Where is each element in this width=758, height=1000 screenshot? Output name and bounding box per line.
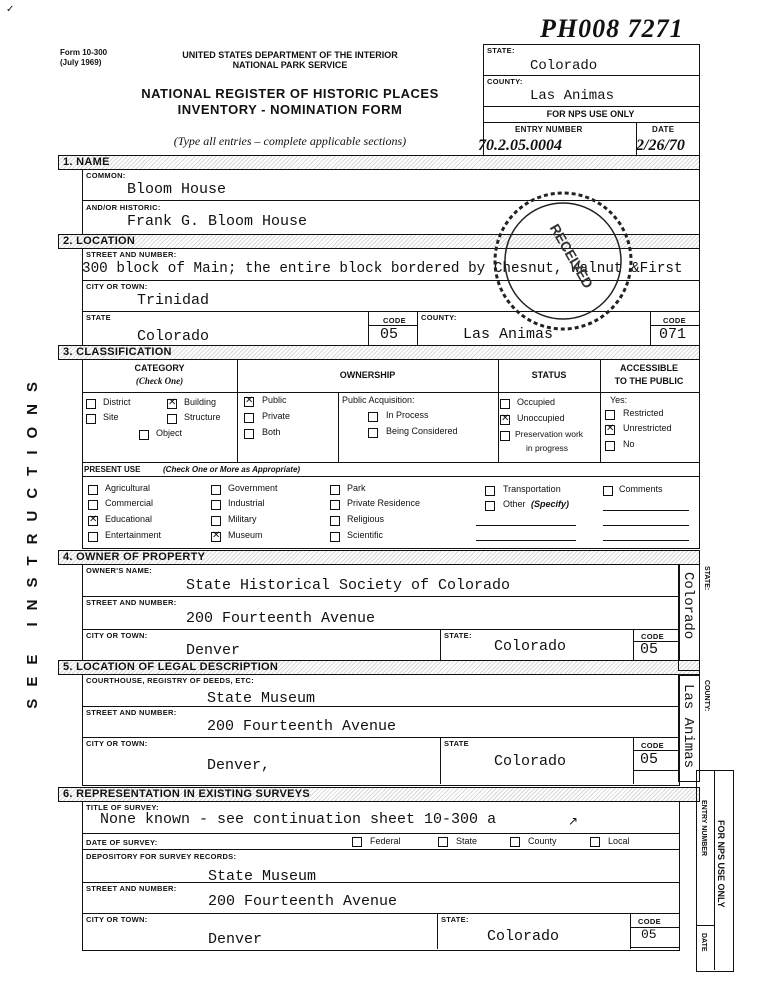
local-survey-checkbox[interactable] (590, 837, 600, 847)
owner-code-label: CODE (641, 632, 664, 641)
park-label: Park (347, 483, 366, 493)
in-process-label: In Process (386, 410, 429, 420)
public-checkbox[interactable] (244, 397, 254, 407)
historic-name: Frank G. Bloom House (127, 213, 308, 230)
agency-line1: UNITED STATES DEPARTMENT OF THE INTERIOR (182, 50, 398, 60)
received-stamp (488, 186, 638, 336)
commercial-checkbox[interactable] (88, 500, 98, 510)
survey-state-label: STATE: (441, 915, 469, 924)
government-label: Government (228, 483, 278, 493)
museum-label: Museum (228, 530, 263, 540)
survey-title: None known - see continuation sheet 10-300 a (100, 811, 497, 828)
restricted-checkbox[interactable] (605, 410, 615, 420)
building-checkbox[interactable] (167, 399, 177, 409)
military-checkbox[interactable] (211, 516, 221, 526)
loc-state: Colorado (137, 328, 210, 345)
county-survey-checkbox[interactable] (510, 837, 520, 847)
survey-city: Denver (208, 931, 263, 948)
owner-code: 05 (640, 641, 659, 658)
side-date-label: DATE (700, 933, 707, 952)
commercial-label: Commercial (105, 498, 154, 508)
local-survey-label: Local (608, 836, 630, 846)
unoccupied-label: Unoccupied (517, 413, 565, 423)
private-label: Private (262, 411, 291, 421)
status-label: STATUS (531, 370, 567, 380)
depository: State Museum (208, 868, 317, 885)
rb-county: Las Animas (530, 88, 615, 104)
county-survey-label: County (528, 836, 557, 846)
site-label: Site (103, 412, 119, 422)
legal-state: Colorado (494, 753, 567, 770)
side-entry-label: ENTRY NUMBER (700, 800, 707, 857)
in-process-checkbox[interactable] (368, 412, 378, 422)
rb-state: Colorado (530, 58, 598, 74)
loc-city: Trinidad (137, 292, 210, 309)
survey-street-label: STREET AND NUMBER: (86, 884, 177, 893)
courthouse: State Museum (207, 690, 316, 707)
loc-county-label: COUNTY: (421, 313, 457, 322)
building-label: Building (184, 397, 217, 407)
rb-state-label: STATE: (487, 46, 515, 55)
site-checkbox[interactable] (86, 414, 96, 424)
margin-tick: ✓ (6, 4, 15, 15)
arrow-mark: ↗ (568, 814, 579, 828)
government-checkbox[interactable] (211, 485, 221, 495)
district-checkbox[interactable] (86, 399, 96, 409)
owner-city-label: CITY OR TOWN: (86, 631, 148, 640)
park-checkbox[interactable] (330, 485, 340, 495)
no-label: No (623, 439, 635, 449)
loc-city-label: CITY OR TOWN: (86, 282, 148, 291)
occupied-label: Occupied (517, 397, 556, 407)
rb-county-label: COUNTY: (487, 77, 523, 86)
survey-date-label: DATE OF SURVEY: (86, 838, 158, 847)
legal-code-label: CODE (641, 741, 664, 750)
educational-checkbox[interactable] (88, 516, 98, 526)
acquisition-label: Public Acquisition: (342, 395, 415, 405)
rb-nps-label: FOR NPS USE ONLY (546, 109, 635, 119)
both-label: Both (262, 427, 281, 437)
restricted-label: Restricted (623, 408, 664, 418)
structure-checkbox[interactable] (167, 414, 177, 424)
section-6-header: 6. REPRESENTATION IN EXISTING SURVEYS (58, 787, 700, 802)
present-use-label: PRESENT USE (84, 465, 141, 474)
rb-date-label: DATE (652, 125, 675, 134)
scientific-checkbox[interactable] (330, 532, 340, 542)
industrial-label: Industrial (228, 498, 265, 508)
agency-line2: NATIONAL PARK SERVICE (232, 60, 348, 70)
private-residence-label: Private Residence (347, 498, 421, 508)
state-survey-label: State (456, 836, 478, 846)
loc-code-label: CODE (383, 316, 406, 325)
owner-state-label: STATE: (444, 631, 472, 640)
rb-entry: 70.2.05.0004 (478, 137, 562, 154)
scientific-label: Scientific (347, 530, 384, 540)
category-label: CATEGORY (134, 363, 185, 373)
legal-street-label: STREET AND NUMBER: (86, 708, 177, 717)
other-checkbox[interactable] (485, 501, 495, 511)
historic-label: AND/OR HISTORIC: (86, 203, 161, 212)
section-3-header: 3. CLASSIFICATION (58, 345, 700, 360)
owner-street: 200 Fourteenth Avenue (186, 610, 376, 627)
loc-street: 300 block of Main; the entire block bordered by Chesnut, Walnut &First (82, 261, 683, 277)
occupied-checkbox[interactable] (500, 399, 510, 409)
comments-label: Comments (619, 484, 663, 494)
military-label: Military (228, 514, 257, 524)
preservation-checkbox[interactable] (500, 431, 510, 441)
in-progress-label: in progress (526, 443, 569, 453)
educational-label: Educational (105, 514, 153, 524)
owner-name: State Historical Society of Colorado (186, 577, 511, 594)
rb-entry-label: ENTRY NUMBER (515, 125, 583, 134)
survey-code: 05 (641, 927, 657, 942)
preservation-label: Preservation work (515, 429, 584, 439)
survey-title-label: TITLE OF SURVEY: (86, 803, 159, 812)
section-1-header: 1. NAME (58, 155, 700, 170)
loc-state-label: STATE (86, 313, 111, 322)
private-residence-checkbox[interactable] (330, 500, 340, 510)
survey-street: 200 Fourteenth Avenue (208, 893, 398, 910)
public-label: Public (262, 395, 287, 405)
loc-code2: 071 (659, 326, 687, 343)
accessible-label-2: TO THE PUBLIC (614, 376, 684, 386)
legal-state-label: STATE (444, 739, 469, 748)
entertainment-label: Entertainment (105, 530, 162, 540)
side-state-label: STATE: (703, 566, 710, 591)
being-considered-label: Being Considered (386, 426, 458, 436)
handwritten-id: PH008 7271 (540, 14, 684, 43)
depository-label: DEPOSITORY FOR SURVEY RECORDS: (86, 852, 237, 861)
owner-state: Colorado (494, 638, 567, 655)
ownership-label: OWNERSHIP (339, 370, 396, 380)
present-use-note: (Check One or More as Appropriate) (163, 465, 301, 474)
industrial-checkbox[interactable] (211, 500, 221, 510)
side-county-label: COUNTY: (703, 680, 710, 712)
unrestricted-checkbox[interactable] (605, 425, 615, 435)
section-4-header: 4. OWNER OF PROPERTY (58, 550, 700, 565)
structure-label: Structure (184, 412, 221, 422)
loc-street-label: STREET AND NUMBER: (86, 250, 177, 259)
federal-label: Federal (370, 836, 401, 846)
instructions-note: (Type all entries – complete applicable sections) (173, 134, 407, 148)
form-id: Form 10-300 (60, 48, 108, 57)
agricultural-checkbox[interactable] (88, 485, 98, 495)
district-label: District (103, 397, 131, 407)
side-county: Las Animas (680, 684, 696, 769)
survey-city-label: CITY OR TOWN: (86, 915, 148, 924)
entertainment-checkbox[interactable] (88, 532, 98, 542)
no-checkbox[interactable] (605, 441, 615, 451)
section-2-header: 2. LOCATION (58, 234, 700, 249)
form-title-1: NATIONAL REGISTER OF HISTORIC PLACES (141, 86, 439, 101)
common-label: COMMON: (86, 171, 126, 180)
owner-label: OWNER'S NAME: (86, 566, 153, 575)
owner-street-label: STREET AND NUMBER: (86, 598, 177, 607)
check-one: (Check One) (135, 376, 184, 386)
owner-city: Denver (186, 642, 241, 659)
unrestricted-label: Unrestricted (623, 423, 672, 433)
federal-checkbox[interactable] (352, 837, 362, 847)
religious-label: Religious (347, 514, 385, 524)
side-state: Colorado (680, 572, 696, 640)
loc-county: Las Animas (463, 326, 554, 343)
form-date: (July 1969) (60, 58, 102, 67)
common-name: Bloom House (127, 181, 227, 198)
agricultural-label: Agricultural (105, 483, 151, 493)
section-5-header: 5. LOCATION OF LEGAL DESCRIPTION (58, 660, 700, 675)
loc-code2-label: CODE (663, 316, 686, 325)
legal-city: Denver, (207, 757, 271, 774)
loc-code: 05 (380, 326, 399, 343)
transportation-label: Transportation (503, 484, 561, 494)
object-checkbox[interactable] (139, 430, 149, 440)
legal-code: 05 (640, 751, 659, 768)
form-title-2: INVENTORY - NOMINATION FORM (177, 102, 403, 117)
legal-city-label: CITY OR TOWN: (86, 739, 148, 748)
stamp-text: RECEIVED (546, 221, 597, 291)
both-checkbox[interactable] (244, 429, 254, 439)
transportation-checkbox[interactable] (485, 486, 495, 496)
legal-street: 200 Fourteenth Avenue (207, 718, 397, 735)
private-checkbox[interactable] (244, 413, 254, 423)
yes-label: Yes: (610, 395, 628, 405)
state-survey-checkbox[interactable] (438, 837, 448, 847)
specify-label: (Specify) (531, 499, 570, 509)
unoccupied-checkbox[interactable] (500, 415, 510, 425)
being-considered-checkbox[interactable] (368, 428, 378, 438)
survey-state: Colorado (487, 928, 560, 945)
rb-date: 2/26/70 (636, 137, 685, 154)
object-label: Object (156, 428, 183, 438)
see-instructions: SEE INSTRUCTIONS (24, 370, 41, 709)
other-label: Other (503, 499, 526, 509)
courthouse-label: COURTHOUSE, REGISTRY OF DEEDS, ETC: (86, 676, 255, 685)
religious-checkbox[interactable] (330, 516, 340, 526)
side-nps-label: FOR NPS USE ONLY (716, 820, 726, 908)
museum-checkbox[interactable] (211, 532, 221, 542)
comments-checkbox[interactable] (603, 486, 613, 496)
accessible-label-1: ACCESSIBLE (619, 363, 678, 373)
survey-code-label: CODE (638, 917, 661, 926)
